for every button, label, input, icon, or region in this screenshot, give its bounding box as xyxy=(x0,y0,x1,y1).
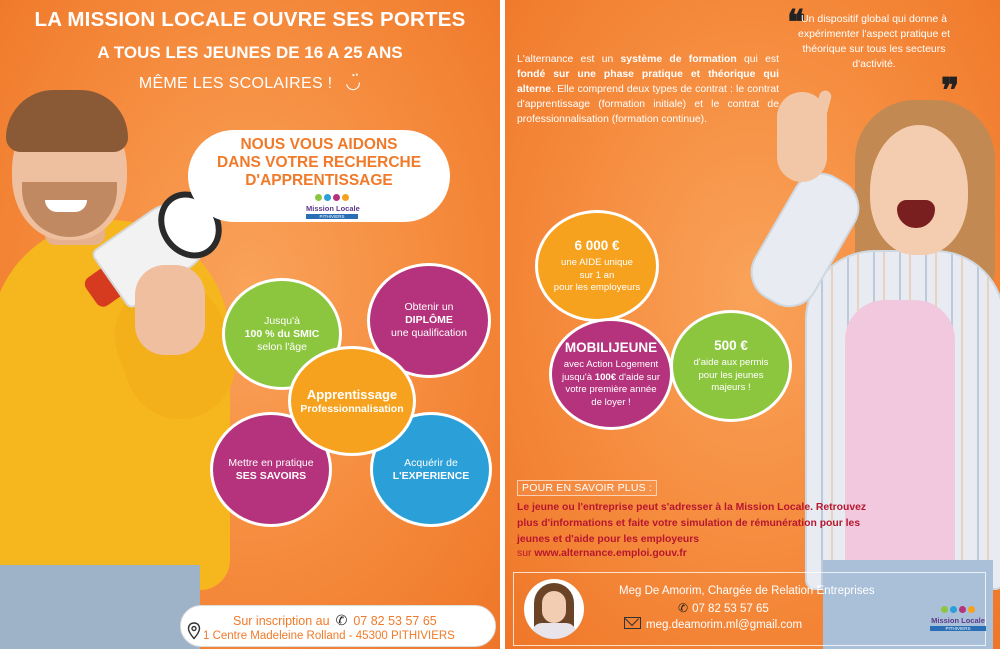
man-jeans xyxy=(0,565,200,649)
permis-line2: pour les jeunes xyxy=(698,369,764,381)
permis-amount: 500 € xyxy=(714,338,748,354)
aide-line2: sur 1 an xyxy=(579,269,615,281)
mobili-line3: votre première année xyxy=(565,384,657,395)
right-flyer-panel xyxy=(505,0,1000,649)
circle-experience-line1: Acquérir de xyxy=(404,456,458,469)
woman-face xyxy=(870,125,968,255)
registration-text: Sur inscription au xyxy=(233,614,330,628)
subheadline-scolaires-text: MÊME LES SCOLAIRES ! xyxy=(138,75,333,92)
mobili-line4: de loyer ! xyxy=(591,396,631,408)
registration-line xyxy=(233,612,437,629)
subheadline-age: A TOUS LES JEUNES DE 16 A 25 ANS xyxy=(97,43,403,62)
circle-diplome-line3: une qualification xyxy=(391,327,467,339)
circle-diplome-line2: DIPLÔME xyxy=(405,314,453,326)
circle-smic-line3: selon l'âge xyxy=(257,340,307,353)
bubble-line-2: DANS VOTRE RECHERCHE xyxy=(216,154,422,171)
bubble-line-3: D'APPRENTISSAGE xyxy=(245,172,393,189)
mobili-line2b: 100€ xyxy=(594,371,617,383)
circle-diplome-line1: Obtenir un xyxy=(404,301,454,313)
aide-amount: 6 000 € xyxy=(574,238,620,254)
intro-text-3: . Elle comprend deux types de contrat : le contrat d'apprentissage (formation initiale) et le contrat de professionnalisation (formation continue). xyxy=(517,84,779,125)
registration-phone[interactable]: 07 82 53 57 65 xyxy=(353,614,437,628)
logo-tagline: PITHIVIERS xyxy=(930,626,986,631)
smiley-icon: ◡̈ xyxy=(343,70,363,94)
contact-phone[interactable]: 07 82 53 57 65 xyxy=(692,603,769,615)
man-hair xyxy=(6,90,128,152)
intro-bold-1: système de formation xyxy=(620,54,737,65)
contact-phone-line xyxy=(678,601,769,615)
mobili-title: MOBILIJEUNE xyxy=(564,340,658,355)
circle-aide-permis xyxy=(670,310,792,422)
man-hand xyxy=(135,265,205,355)
address-text: 1 Centre Madeleine Rolland - 45300 PITHIVIERS xyxy=(203,630,455,642)
more-info-url-prefix: sur xyxy=(517,548,535,559)
mobili-line1: avec Action Logement xyxy=(563,359,659,370)
more-info-url-line xyxy=(517,546,687,562)
logo-people-icon xyxy=(930,606,986,616)
circle-apprentissage xyxy=(288,346,416,456)
intro-bold-2: fondé sur une phase pratique et théorique qui alterne xyxy=(517,69,779,95)
avatar xyxy=(524,579,584,639)
more-info-url-link[interactable]: www.alternance.emploi.gouv.fr xyxy=(534,548,687,559)
phone-icon: ✆ xyxy=(678,601,689,615)
phone-icon: ✆ xyxy=(335,612,348,628)
contact-email[interactable]: meg.deamorim.ml@gmail.com xyxy=(646,619,803,631)
location-pin-icon xyxy=(187,622,201,640)
aide-line1: une AIDE unique xyxy=(560,257,633,269)
circle-apprentissage-sub: Professionnalisation xyxy=(300,402,404,415)
circle-smic-line1: Jusqu'à xyxy=(264,314,300,327)
quote-text: Un dispositif global qui donne à expérimenter l'aspect pratique et théorique sur tous les secteurs d'activité. xyxy=(797,13,950,70)
mail-icon xyxy=(624,617,641,629)
circle-mobilijeune xyxy=(549,318,673,430)
logo-tagline: PITHIVIERS xyxy=(306,214,358,219)
aide-line3: pour les employeurs xyxy=(553,282,641,294)
alternance-intro xyxy=(517,52,779,127)
circle-savoirs-line1: Mettre en pratique xyxy=(228,456,314,469)
mobili-line2a: jusqu'à xyxy=(561,371,595,383)
circle-apprentissage-title: Apprentissage xyxy=(306,386,398,402)
contact-card xyxy=(513,572,986,646)
mobili-line2c: d'aide sur xyxy=(616,371,661,383)
more-info-text: Le jeune ou l'entreprise peut s'adresser à la Mission Locale. Retrouvez plus d'informations et faite votre simulation de rémunération pour les jeunes et d'aide pour les employeurs xyxy=(517,502,867,545)
bubble-line-1: NOUS VOUS AIDONS xyxy=(240,136,398,153)
circle-experience-line2: L'EXPERIENCE xyxy=(392,469,470,482)
mission-locale-logo-right xyxy=(930,606,986,631)
logo-name: Mission Locale xyxy=(931,616,985,625)
quote-open-icon: ❝ xyxy=(787,3,806,43)
quote-close-icon: ❞ xyxy=(941,71,960,111)
circle-smic-line2: 100 % du SMIC xyxy=(244,327,320,340)
mission-locale-logo xyxy=(306,194,358,219)
contact-email-line xyxy=(624,617,802,631)
more-info-heading: POUR EN SAVOIR PLUS : xyxy=(517,480,657,496)
intro-text-2: qui est xyxy=(736,54,779,65)
man-smile xyxy=(45,200,87,212)
logo-people-icon xyxy=(306,194,358,204)
contact-pill xyxy=(180,605,496,647)
mobili-line2 xyxy=(562,372,660,385)
logo-name: Mission Locale xyxy=(306,204,360,213)
intro-text-1: L'alternance est un xyxy=(517,54,621,65)
circle-aide-employeurs xyxy=(535,210,659,322)
permis-line3: majeurs ! xyxy=(711,382,751,394)
headline: LA MISSION LOCALE OUVRE SES PORTES xyxy=(34,8,466,31)
permis-line1: d'aide aux permis xyxy=(693,357,769,369)
circle-savoirs-line2: SES SAVOIRS xyxy=(235,469,307,482)
contact-name: Meg De Amorim, Chargée de Relation Entreprises xyxy=(619,585,875,597)
